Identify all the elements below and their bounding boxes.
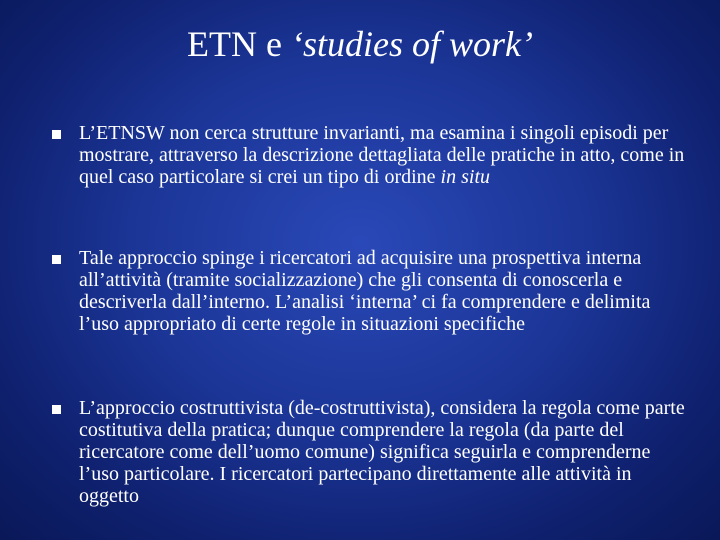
- title-prefix: ETN e: [187, 24, 291, 64]
- bullet-1-italic: in situ: [440, 166, 490, 188]
- bullet-1-body: L’ETNSW non cerca strutture invarianti, ma esamina i singoli episodi per mostrare, attraverso la descrizione dettagliata delle pratiche in atto, come in quel caso particolare si crei un tipo di ordine: [79, 122, 685, 188]
- bullet-text-3: L’approccio costruttivista (de-costruttivista), considera la regola come parte costitutiva della pratica; dunque comprendere la regola (da parte del ricercatore come dell’uomo comune) significa seguirla e comprenderne l’uso particolare. I ricercatori partecipano direttamente alle attività in oggetto: [79, 397, 685, 507]
- square-bullet-icon: [52, 405, 61, 414]
- square-bullet-icon: [52, 130, 61, 139]
- bullet-text-2: Tale approccio spinge i ricercatori ad acquisire una prospettiva interna all’attività (tramite socializzazione) che gli consenta di conoscerla e descriverla dall’interno. L’analisi ‘interna’ ci fa comprendere e delimita l’uso appropriato di certe regole in situazioni specifiche: [79, 247, 651, 335]
- bullet-text-1: [79, 122, 687, 188]
- title-italic-part: ‘studies of work’: [290, 24, 533, 64]
- bullet-item-1: [50, 122, 690, 188]
- bullet-item-2: [50, 247, 690, 335]
- square-bullet-icon: [52, 255, 61, 264]
- slide-title: [0, 22, 720, 66]
- bullet-item-3: [50, 397, 690, 507]
